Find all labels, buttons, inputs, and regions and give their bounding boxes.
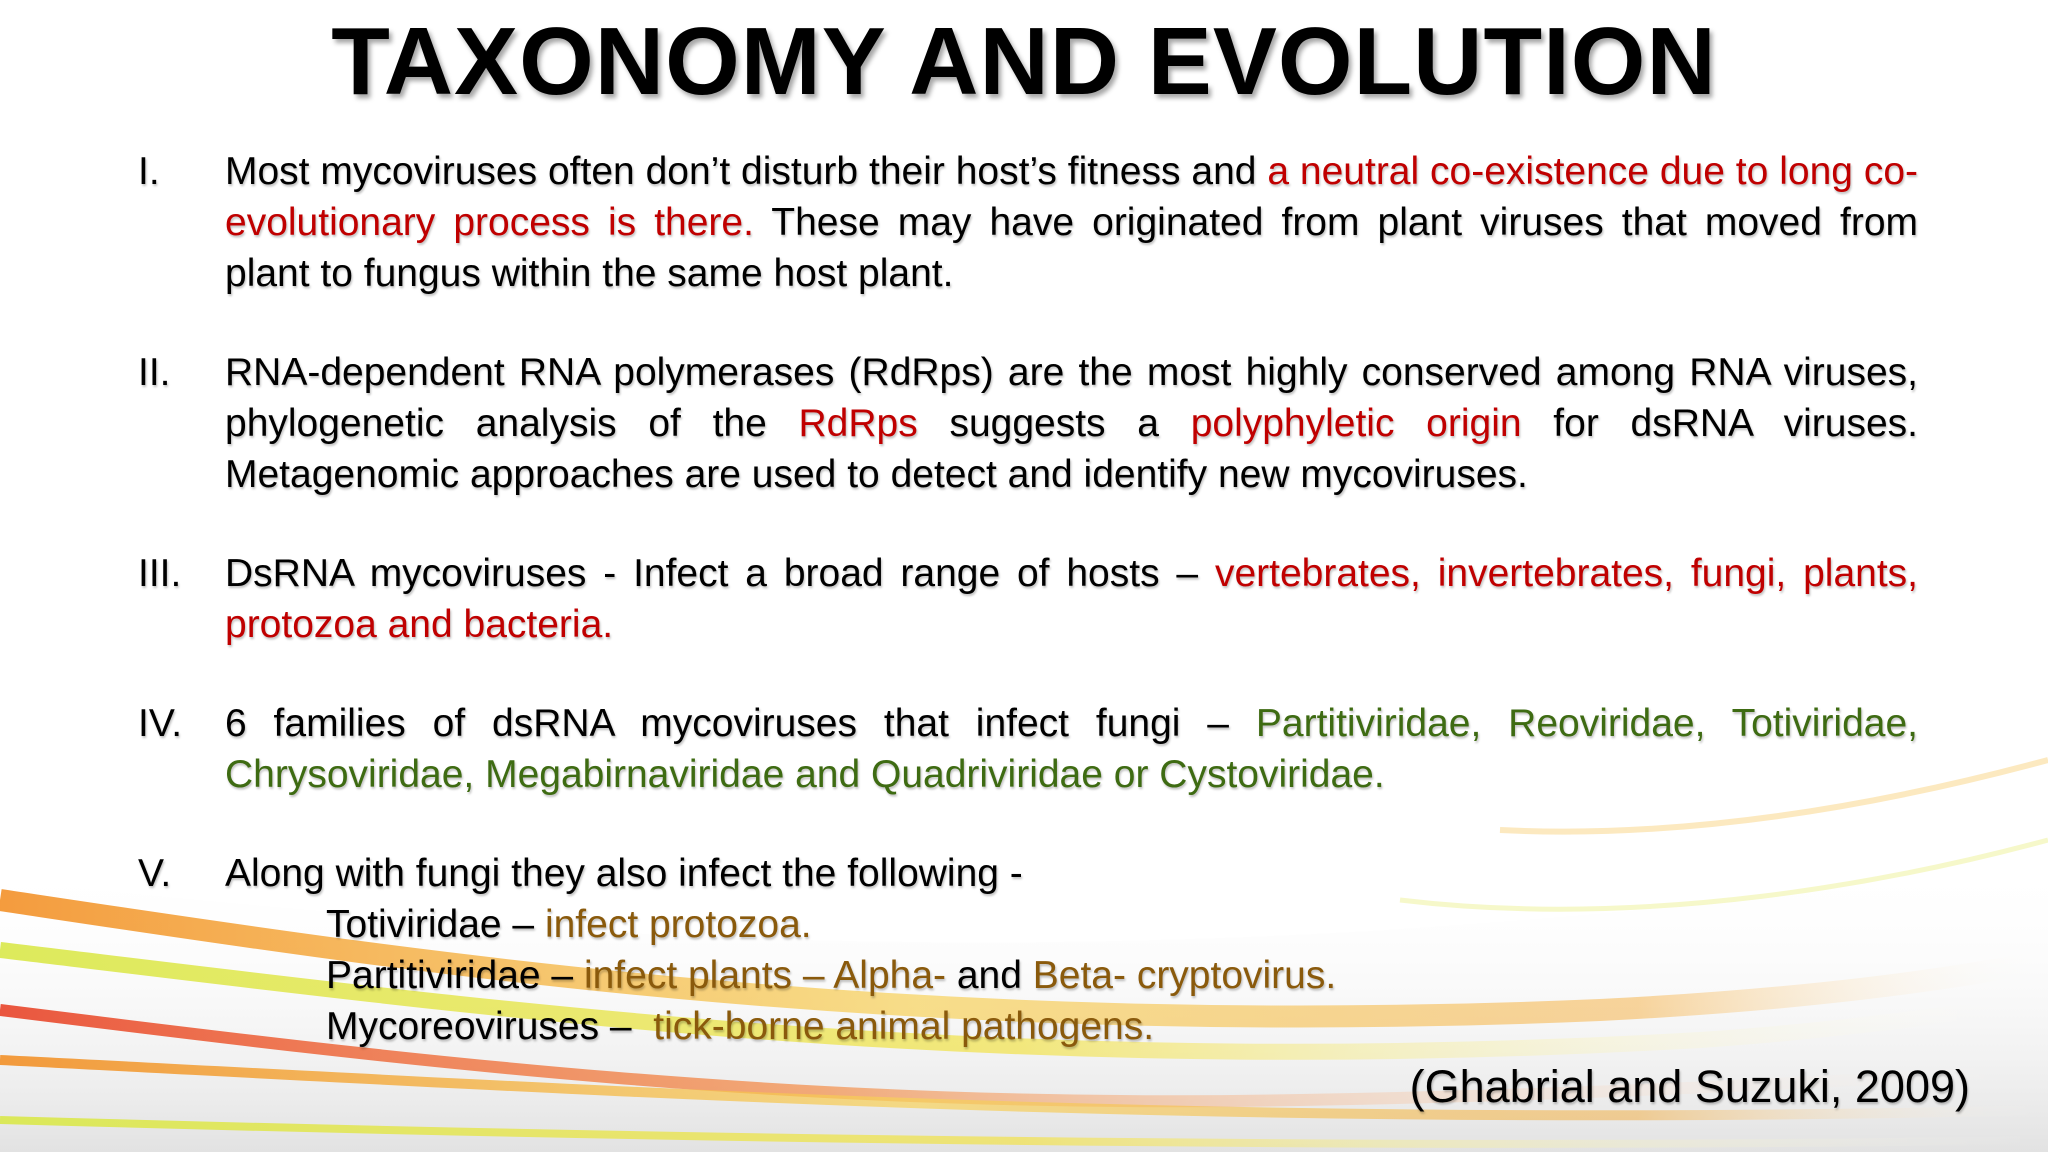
list-item (138, 347, 1918, 500)
item-text (225, 698, 1918, 800)
list-item (138, 146, 1918, 299)
family-list-text: Partitiviridae, Reoviridae, Totiviridae, Chrysoviridae, Megabirnaviridae and Quadriviridae or Cystoviridae. (225, 702, 1919, 796)
text-segment: suggests a (917, 402, 1191, 445)
item-number: IV. (138, 702, 183, 745)
text-segment: Mycoreoviruses – (326, 1005, 654, 1048)
text-segment: DsRNA mycoviruses - Infect a broad range of hosts – (225, 552, 1215, 595)
list-item (138, 698, 1918, 800)
list-item (138, 848, 1918, 1052)
text-segment: 6 families of dsRNA mycoviruses that infect fungi – (225, 702, 1256, 745)
item-number: V. (138, 852, 172, 895)
item-number: II. (138, 351, 171, 394)
text-segment: Along with fungi they also infect the following - (225, 852, 1023, 895)
item-text (225, 548, 1918, 650)
highlight-text: Beta- cryptovirus. (1032, 954, 1337, 997)
sub-item (225, 950, 1918, 1001)
list-item (138, 548, 1918, 650)
item-text (225, 848, 1918, 899)
item-text (225, 347, 1918, 500)
highlight-text: infect plants – Alpha- (583, 954, 947, 997)
highlight-text: RdRps (798, 402, 918, 445)
item-text (225, 146, 1918, 299)
highlight-text: tick-borne animal pathogens. (653, 1005, 1155, 1048)
text-segment: These may have originated from plant viruses that moved from plant to fungus within the same host plant. (225, 201, 1918, 295)
text-segment: for dsRNA viruses. Metagenomic approaches are used to detect and identify new mycoviruses. (225, 402, 1918, 496)
text-segment: RNA-dependent RNA polymerases (RdRps) are the most highly conserved among RNA viruses, phylogenetic analysis of the (225, 351, 1918, 445)
slide-title: TAXONOMY AND EVOLUTION (331, 8, 1717, 115)
item-number: III. (138, 552, 182, 595)
text-segment: Most mycoviruses often don’t disturb their host’s fitness and (225, 150, 1268, 193)
text-segment: and (946, 954, 1033, 997)
numbered-list (138, 146, 1918, 1052)
citation: (Ghabrial and Suzuki, 2009) (1409, 1061, 1970, 1112)
text-segment: Partitiviridae – (326, 954, 584, 997)
sub-item (225, 1001, 1918, 1052)
sub-item (225, 899, 1918, 950)
item-body (225, 848, 1918, 1052)
item-number: I. (138, 150, 160, 193)
highlight-text: infect protozoa. (544, 903, 812, 946)
highlight-text: vertebrates, invertebrates, fungi, plants, protozoa and bacteria. (225, 552, 1918, 646)
highlight-text: a neutral co-existence due to long co-evolutionary process is there. (225, 150, 1918, 244)
text-segment: Totiviridae – (326, 903, 545, 946)
highlight-text: polyphyletic origin (1190, 402, 1522, 445)
